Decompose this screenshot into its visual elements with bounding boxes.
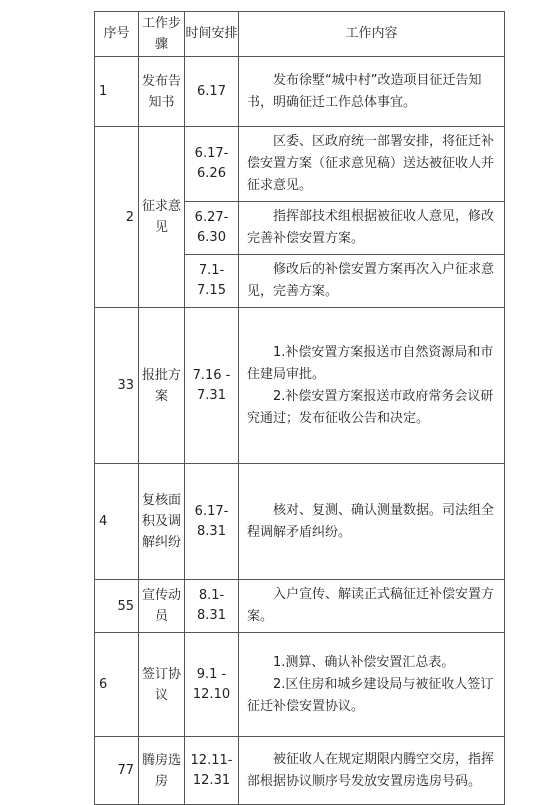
row-no: 2 [95, 127, 139, 308]
table-row [95, 308, 505, 464]
content-paragraph: 区委、区政府统一部署安排，将征迁补偿安置方案（征求意见稿）送达被征收人并征求意见。 [247, 134, 495, 193]
header-step: 工作步骤 [139, 12, 185, 57]
row-content [239, 737, 505, 805]
content-paragraph: 1.测算、确认补偿安置汇总表。 [273, 654, 455, 670]
row-content [239, 57, 505, 127]
row-step: 发布告知书 [139, 57, 185, 127]
row-time: 7.16 - 7.31 [185, 308, 239, 464]
table-row [95, 633, 505, 737]
row-time: 12.11-12.31 [185, 737, 239, 805]
row-content [239, 308, 505, 464]
row-time: 7.1-7.15 [185, 255, 239, 308]
row-no: 6 [95, 633, 139, 737]
row-step: 报批方案 [139, 308, 185, 464]
row-no: 77 [95, 737, 139, 805]
content-paragraph: 被征收人在规定期限内腾空交房，指挥部根据协议顺序号发放安置房选房号码。 [247, 751, 495, 789]
table-row [95, 57, 505, 127]
row-content [239, 580, 505, 633]
content-paragraph: 1.补偿安置方案报送市自然资源局和市住建局审批。 [247, 344, 494, 382]
table-row [95, 464, 505, 580]
content-paragraph: 2.区住房和城乡建设局与被征收人签订征迁补偿安置协议。 [247, 676, 494, 714]
row-step: 复核面积及调解纠纷 [139, 464, 185, 580]
header-content: 工作内容 [239, 12, 505, 57]
table-row [95, 127, 505, 202]
content-paragraph: 发布徐墅“城中村”改造项目征迁告知书，明确征迁工作总体事宜。 [247, 72, 482, 110]
work-schedule-table [94, 11, 505, 805]
row-no: 33 [95, 308, 139, 464]
row-content [239, 464, 505, 580]
table-row [95, 580, 505, 633]
row-content [239, 127, 505, 202]
row-step: 签订协议 [139, 633, 185, 737]
content-paragraph: 2.补偿安置方案报送市政府常务会议研究通过；发布征收公告和决定。 [247, 388, 494, 426]
row-step: 征求意见 [139, 127, 185, 308]
header-time: 时间安排 [185, 12, 239, 57]
row-no: 4 [95, 464, 139, 580]
table-row [95, 737, 505, 805]
row-step: 宣传动员 [139, 580, 185, 633]
header-no: 序号 [95, 12, 139, 57]
row-content [239, 255, 505, 308]
content-paragraph: 指挥部技术组根据被征收人意见，修改完善补偿安置方案。 [247, 209, 495, 246]
row-no: 55 [95, 580, 139, 633]
row-content [239, 633, 505, 737]
row-content [239, 202, 505, 255]
row-time: 9.1 - 12.10 [185, 633, 239, 737]
content-paragraph: 入户宣传、解读正式稿征迁补偿安置方案。 [247, 587, 495, 624]
table-header-row [95, 12, 505, 57]
row-time: 6.17-6.26 [185, 127, 239, 202]
row-time: 6.17 [185, 57, 239, 127]
row-time: 6.27-6.30 [185, 202, 239, 255]
content-paragraph: 修改后的补偿安置方案再次入户征求意见，完善方案。 [247, 262, 495, 299]
row-time: 8.1-8.31 [185, 580, 239, 633]
row-no: 1 [95, 57, 139, 127]
row-time: 6.17-8.31 [185, 464, 239, 580]
content-paragraph: 核对、复测、确认测量数据。司法组全程调解矛盾纠纷。 [247, 502, 495, 540]
row-step: 腾房选房 [139, 737, 185, 805]
